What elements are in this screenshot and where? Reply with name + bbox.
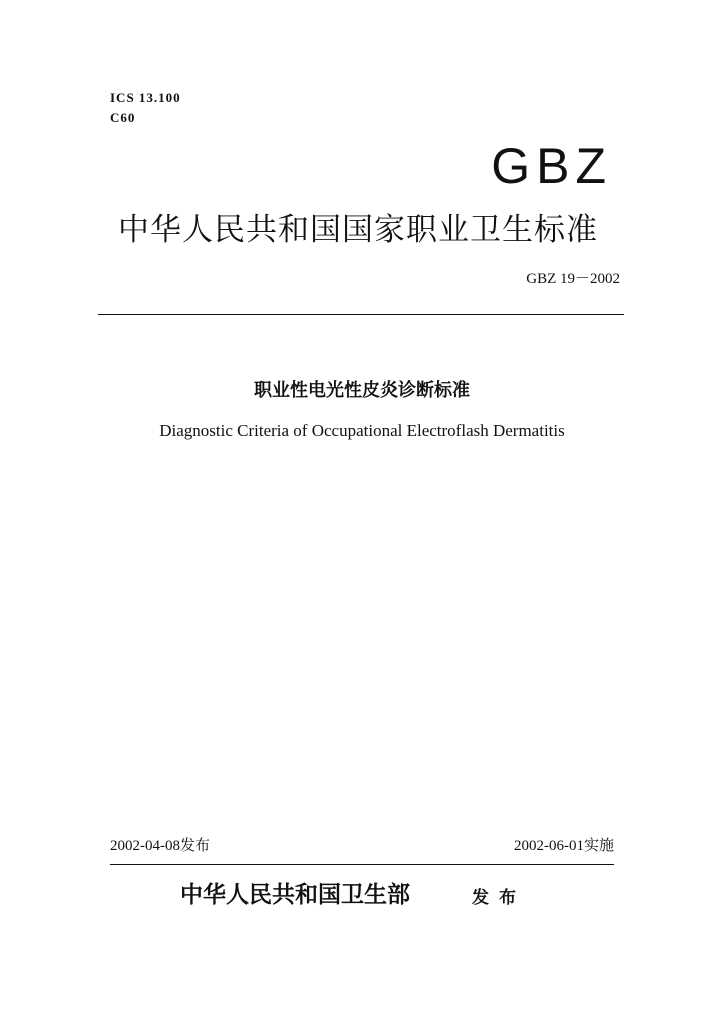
document-title-en: Diagnostic Criteria of Occupational Electroflash Dermatitis bbox=[159, 421, 565, 440]
implementation-date: 2002-06-01实施 bbox=[514, 838, 614, 854]
national-standard-title: 中华人民共和国国家职业卫生标准 bbox=[118, 212, 598, 248]
document-title-cn: 职业性电光性皮炎诊断标准 bbox=[254, 380, 470, 401]
ccs-code: C60 bbox=[110, 110, 136, 125]
ics-code: ICS 13.100 bbox=[110, 90, 181, 105]
issue-label: 发布 bbox=[472, 888, 526, 908]
issuing-authority: 中华人民共和国卫生部 bbox=[180, 882, 410, 908]
release-date: 2002-04-08发布 bbox=[110, 838, 210, 854]
header-divider bbox=[98, 314, 624, 315]
gbz-logo: GBZ bbox=[491, 138, 612, 194]
footer-divider bbox=[110, 864, 614, 865]
standard-number: GBZ 19－2002 bbox=[526, 271, 620, 287]
